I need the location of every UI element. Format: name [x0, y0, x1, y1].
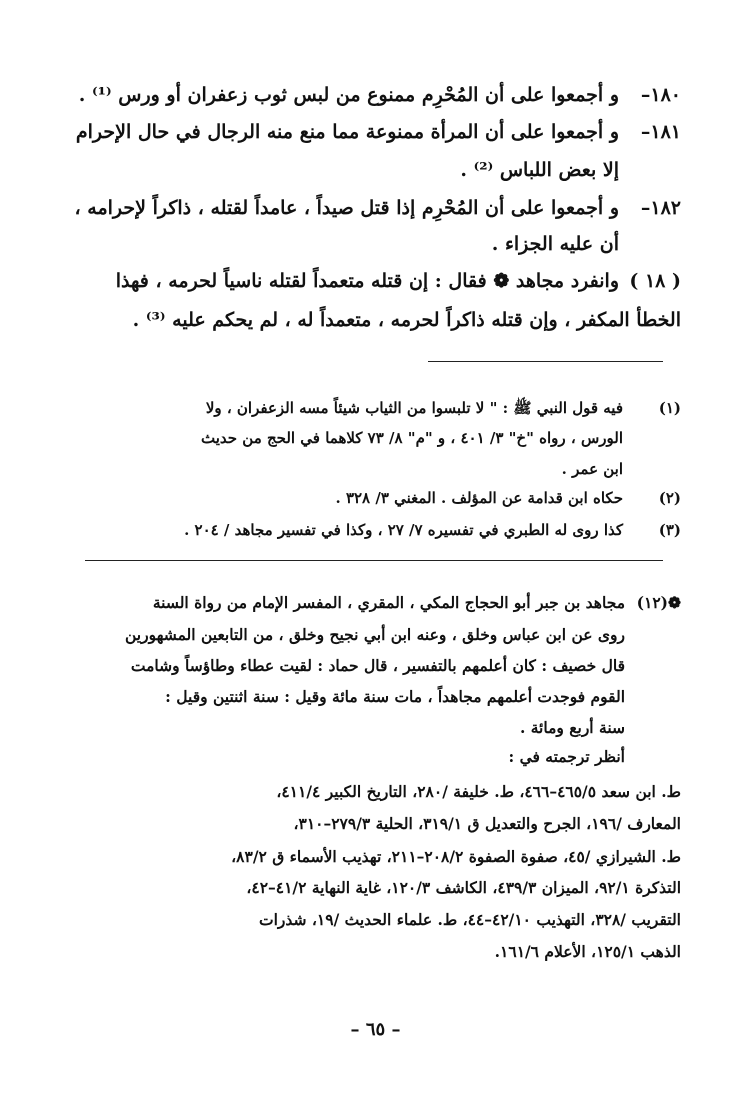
- item-number: ( ١٨ ): [629, 270, 681, 292]
- footnote-number: (٢): [658, 489, 681, 507]
- item-text-line: أن عليه الجزاء .: [491, 233, 619, 255]
- footnote-separator: [428, 361, 663, 362]
- bio-line: روى عن ابن عباس وخلق ، وعنه ابن أبي نجيح وخلق ، من التابعين المشهورين: [125, 625, 625, 644]
- footnote-number: (١): [658, 399, 681, 417]
- footnote-line: حكاه ابن قدامة عن المؤلف . المغني ٣/ ٣٢٨ .: [335, 489, 623, 507]
- ref-line: المعارف /١٩٦، الجرح والتعديل ق ٣١٩/١، الحلية ٢٧٩/٣–٣١٠،: [293, 814, 681, 833]
- ref-line: ط. ابن سعد ٤٦٥/٥–٤٦٦، ط. خليفة /٢٨٠، التاريخ الكبير ٤١١/٤،: [276, 782, 681, 801]
- footnote-line: كذا روى له الطبري في تفسيره ٧/ ٢٧ ، وكذا في تفسير مجاهد / ٢٠٤ .: [184, 521, 623, 539]
- footnote-number: (٣): [658, 521, 681, 539]
- bio-line: سنة أربع ومائة .: [519, 718, 625, 737]
- item-text-line: وانفرد مجاهد ❁ فقال : إن قتله متعمداً لقتله ناسياً لحرمه ، فهذا: [115, 270, 619, 292]
- item-text-line: الخطأ المكفر ، وإن قتله ذاكراً لحرمه ، متعمداً له ، لم يحكم عليه ⁽³⁾ .: [132, 309, 681, 331]
- footnote-line: الورس ، رواه "خ" ٣/ ٤٠١ ، و "م" ٨/ ٧٣ كلاهما في الحج من حديث: [201, 429, 623, 447]
- bio-separator: [85, 560, 663, 561]
- footnote-line: فيه قول النبي ﷺ : " لا تلبسوا من الثياب شيئاً مسه الزعفران ، ولا: [205, 399, 623, 417]
- footnote-line: ابن عمر .: [561, 460, 623, 478]
- item-text-line: و أجمعوا على أن المُحْرِم إذا قتل صيداً ، عامداً لقتله ، ذاكراً لإحرامه ،: [74, 197, 619, 219]
- bio-number: ❁(١٢): [636, 593, 681, 612]
- bio-line: مجاهد بن جبر أبو الحجاج المكي ، المقري ، المفسر الإمام من رواة السنة: [152, 593, 625, 612]
- bio-line: قال خصيف : كان أعلمهم بالتفسير ، قال حماد : لقيت عطاء وطاؤساً وشامت: [130, 656, 625, 675]
- ref-line: التقريب /٣٢٨، التهذيب ٤٢/١٠–٤٤، ط. علماء الحديث /١٩، شذرات: [259, 910, 681, 929]
- bio-line: أنظر ترجمته في :: [508, 747, 625, 766]
- bio-line: القوم فوجدت أعلمهم مجاهداً ، مات سنة مائة وقيل : سنة اثنتين وقيل :: [165, 687, 625, 706]
- item-number: ١٨٢–: [640, 197, 681, 219]
- item-number: ١٨٠–: [640, 84, 681, 106]
- ref-line: ط. الشيرازي /٤٥، صفوة الصفوة ٢٠٨/٢–٢١١، تهذيب الأسماء ق ٨٣/٢،: [231, 847, 681, 866]
- ref-line: الذهب ١٢٥/١، الأعلام ١٦١/٦.: [494, 942, 681, 961]
- item-text-line: إلا بعض اللباس ⁽²⁾ .: [460, 159, 619, 181]
- page-number: – ٦٥ –: [350, 1019, 401, 1040]
- ref-line: التذكرة ٩٢/١، الميزان ٤٣٩/٣، الكاشف ١٢٠/٣، غاية النهاية ٤١/٢–٤٢،: [246, 878, 681, 897]
- item-text-line: و أجمعوا على أن المرأة ممنوعة مما منع منه الرجال في حال الإحرام: [75, 121, 619, 143]
- item-number: ١٨١–: [640, 121, 681, 143]
- item-text-line: و أجمعوا على أن المُحْرِم ممنوع من لبس ثوب زعفران أو ورس ⁽¹⁾ .: [78, 84, 619, 106]
